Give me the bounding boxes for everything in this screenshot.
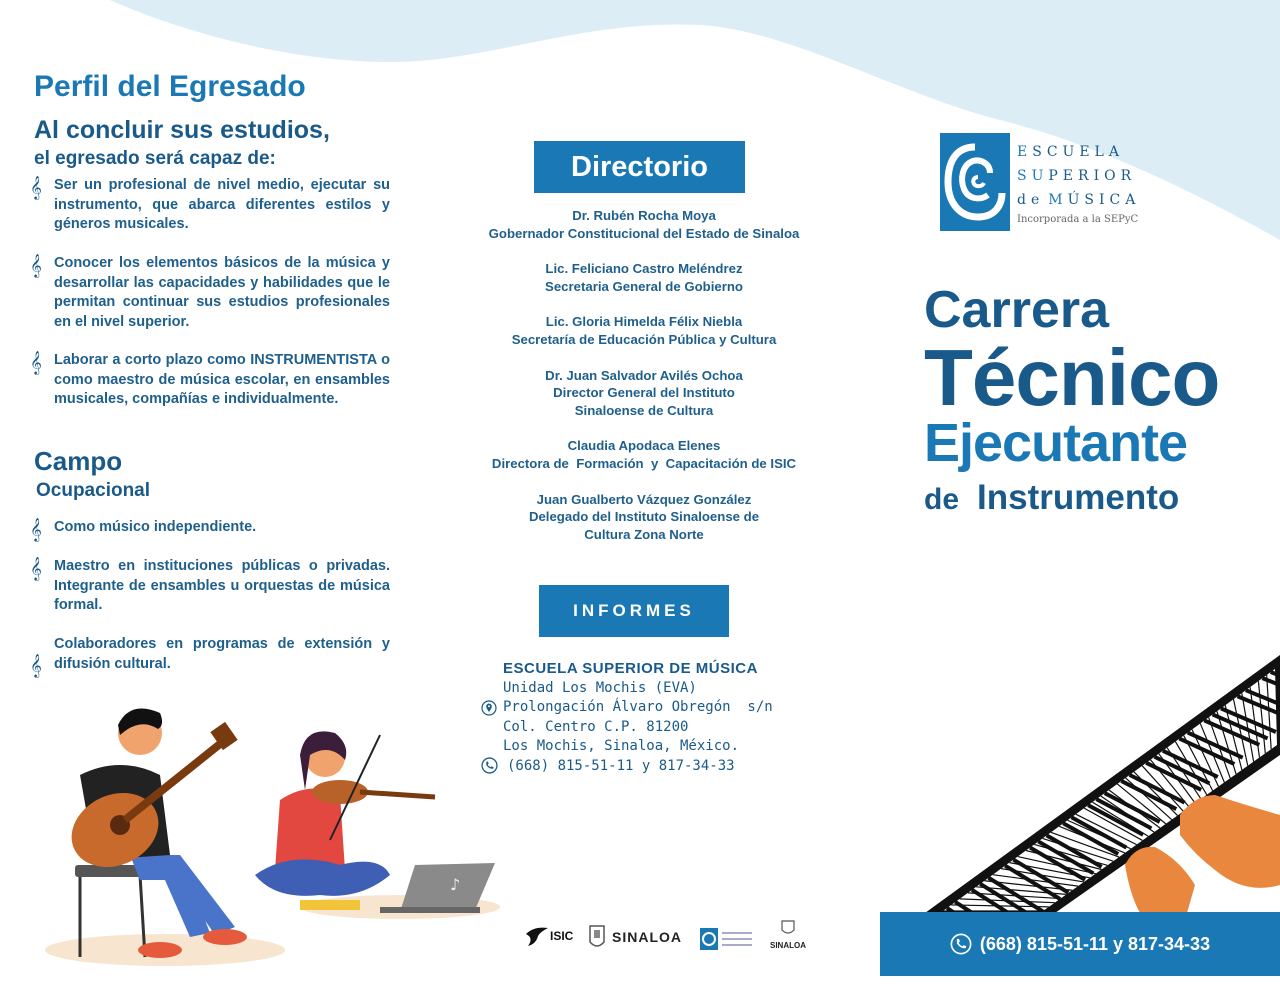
treble-clef-icon: 𝄞 xyxy=(30,175,42,199)
sinaloa-logo: SINALOA xyxy=(588,922,682,952)
location-pin-icon xyxy=(481,700,497,716)
crest-icon xyxy=(781,920,795,936)
directory-entry xyxy=(470,207,818,242)
directory-role: Director General del Instituto xyxy=(553,385,735,401)
phone-icon xyxy=(950,933,972,955)
directory-name: Dr. Juan Salvador Avilés Ochoa xyxy=(545,367,743,383)
directory-entry xyxy=(470,367,818,420)
treble-clef-icon: 𝄞 xyxy=(30,253,42,277)
sinaloa-small-logo: SINALOA xyxy=(770,920,806,950)
colony-line: Col. Centro C.P. 81200 xyxy=(503,718,689,735)
directory-entry xyxy=(470,437,818,472)
campo-bullet xyxy=(30,518,390,539)
bullet-text: Maestro en instituciones públicas o privadas. Integrante de ensambles u orquestas de música formal. xyxy=(54,558,390,613)
directory-entry xyxy=(470,260,818,295)
bullet-text: Como músico independiente. xyxy=(54,519,257,535)
unit-line: Unidad Los Mochis (EVA) xyxy=(503,679,697,696)
career-line-4 xyxy=(924,478,1179,518)
school-name-line-2: SUPERIOR xyxy=(1017,168,1137,184)
informes-address xyxy=(503,659,773,777)
directory-entry xyxy=(470,491,818,544)
career-line-1: Carrera xyxy=(924,281,1110,339)
bird-icon xyxy=(524,924,550,948)
profile-subtitle-2: el egresado será capaz de: xyxy=(34,148,276,169)
bullet-text: Colaboradores en programas de extensión y difusión cultural. xyxy=(54,636,390,672)
campo-title: Campo xyxy=(34,446,123,476)
directory-role: Directora de Formación y Capacitación de ISIC xyxy=(491,455,797,471)
svg-text:♪: ♪ xyxy=(450,875,461,894)
directory-role: Secretaria General de Gobierno xyxy=(545,278,743,294)
coat-of-arms-icon xyxy=(588,922,606,952)
directory-list xyxy=(470,207,818,561)
directory-role: Secretaría de Educación Pública y Cultura xyxy=(511,331,777,347)
school-name-line-3: de MÚSICA xyxy=(1017,192,1141,208)
city-line: Los Mochis, Sinaloa, México. xyxy=(503,738,740,755)
directory-heading: Directorio xyxy=(534,141,745,193)
career-line-3: Ejecutante xyxy=(924,413,1188,473)
contact-bar xyxy=(880,912,1280,976)
musicians-illustration xyxy=(20,695,500,975)
profile-bullet xyxy=(30,254,390,332)
school-name-line-1: ESCUELA xyxy=(1017,144,1124,160)
treble-clef-icon: 𝄞 xyxy=(30,350,42,374)
directory-role-2: Cultura Zona Norte xyxy=(584,526,704,542)
directory-name: Claudia Apodaca Elenes xyxy=(567,438,721,454)
bullet-text: Ser un profesional de nivel medio, ejecutar su instrumento, que abarca diferentes estilos y géneros musicales. xyxy=(54,177,390,232)
bullet-text: Laborar a corto plazo como INSTRUMENTISTA o como maestro de música escolar, en ensambles musicales, compañías e individualmente. xyxy=(54,352,390,407)
directory-name: Lic. Gloria Himelda Félix Niebla xyxy=(545,314,743,330)
school-name-line: ESCUELA SUPERIOR DE MÚSICA xyxy=(503,660,758,677)
career-instrumento: Instrumento xyxy=(977,478,1180,517)
career-line-2: Técnico xyxy=(924,333,1220,422)
informes-heading: INFORMES xyxy=(539,585,729,637)
treble-clef-icon: 𝄞 xyxy=(30,517,42,541)
directory-role: Gobernador Constitucional del Estado de Sinaloa xyxy=(488,225,800,241)
treble-clef-icon: 𝄞 xyxy=(30,653,42,677)
directory-role-2: Sinaloense de Cultura xyxy=(574,402,714,418)
directory-entry xyxy=(470,313,818,348)
school-name xyxy=(1017,140,1140,228)
incorporation-note: Incorporada a la SEPyC xyxy=(1017,214,1139,225)
campo-bullet xyxy=(30,557,390,616)
career-de: de xyxy=(924,483,960,516)
isic-logo: ISIC xyxy=(524,924,573,948)
phone-line: (668) 815-51-11 y 817-34-33 xyxy=(507,757,735,774)
profile-title: Perfil del Egresado xyxy=(34,70,306,103)
directory-role: Delegado del Instituto Sinaloense de xyxy=(528,509,760,525)
profile-bullet xyxy=(30,351,390,410)
contact-phone: (668) 815-51-11 y 817-34-33 xyxy=(979,933,1211,954)
treble-clef-icon: 𝄞 xyxy=(30,556,42,580)
piano-keyboard-illustration xyxy=(925,655,1280,913)
directory-name: Lic. Feliciano Castro Meléndrez xyxy=(545,261,743,277)
bullet-text: Conocer los elementos básicos de la música y desarrollar las capacidades y habilidades que le permitan continuar sus estudios profesionales en el nivel superior. xyxy=(54,255,390,330)
street-line: Prolongación Álvaro Obregón s/n xyxy=(503,699,773,716)
campo-subtitle: Ocupacional xyxy=(36,480,151,501)
school-logo-icon xyxy=(940,133,1010,231)
directory-name: Dr. Rubén Rocha Moya xyxy=(572,208,716,223)
esm-mini-logo xyxy=(700,926,760,957)
esm-logo-icon xyxy=(700,926,760,952)
sponsor-logos xyxy=(520,918,820,958)
phone-icon xyxy=(481,757,498,774)
directory-name: Juan Gualberto Vázquez González xyxy=(536,491,752,507)
profile-bullet xyxy=(30,176,390,235)
profile-subtitle: Al concluir sus estudios, xyxy=(34,116,330,144)
campo-bullet xyxy=(30,635,390,675)
